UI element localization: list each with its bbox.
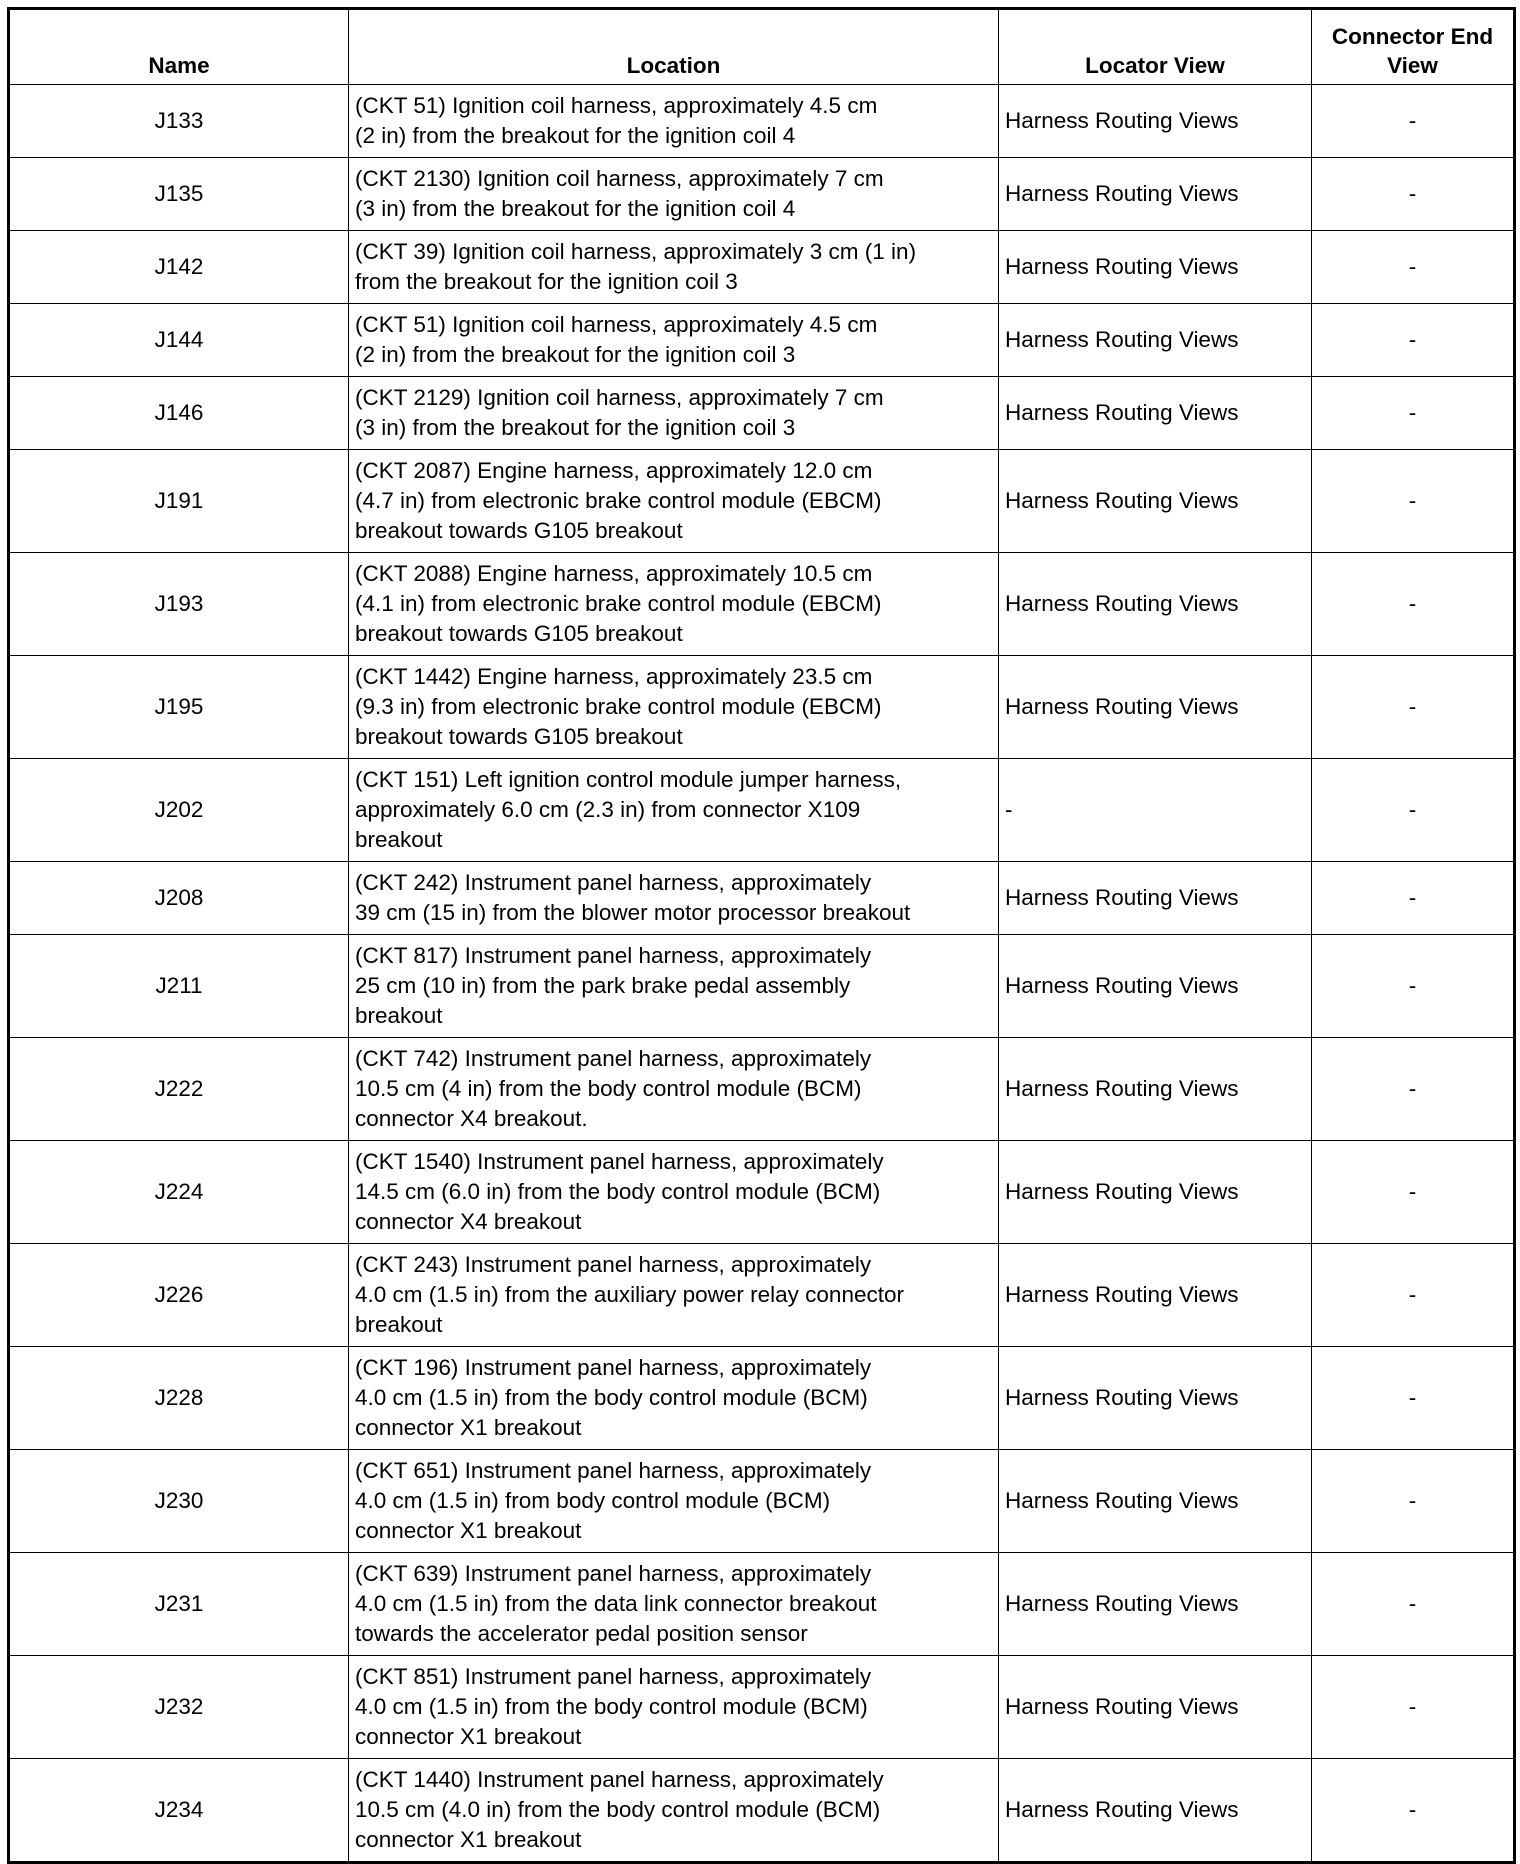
table-row (9, 377, 1515, 450)
cell-locator-view: Harness Routing Views (999, 1244, 1312, 1347)
location-line: (CKT 2087) Engine harness, approximately 12.0 cm (355, 458, 873, 483)
location-line: (CKT 639) Instrument panel harness, approximately (355, 1561, 872, 1586)
location-line: 4.0 cm (1.5 in) from the body control module (BCM) (355, 1385, 868, 1410)
cell-locator-view: Harness Routing Views (999, 1553, 1312, 1656)
splice-location-table (7, 7, 1516, 1864)
table-row (9, 1553, 1515, 1656)
table-row (9, 158, 1515, 231)
cell-name: J144 (9, 304, 349, 377)
location-line: (CKT 1540) Instrument panel harness, approximately (355, 1149, 884, 1174)
location-line: 4.0 cm (1.5 in) from the auxiliary power relay connector (355, 1282, 904, 1307)
cell-connector-end-view: - (1312, 158, 1515, 231)
cell-name: J226 (9, 1244, 349, 1347)
location-line: breakout towards G105 breakout (355, 621, 683, 646)
header-connector-end-view-line1: Connector End (1331, 24, 1494, 49)
cell-locator-view: Harness Routing Views (999, 304, 1312, 377)
location-line: 25 cm (10 in) from the park brake pedal assembly (355, 973, 851, 998)
table-row (9, 1656, 1515, 1759)
cell-name: J230 (9, 1450, 349, 1553)
location-line: (9.3 in) from electronic brake control module (EBCM) (355, 694, 882, 719)
cell-locator-view: Harness Routing Views (999, 85, 1312, 158)
location-line: (CKT 51) Ignition coil harness, approximately 4.5 cm (355, 312, 878, 337)
location-line: (CKT 243) Instrument panel harness, approximately (355, 1252, 872, 1277)
table-row (9, 304, 1515, 377)
location-line: 39 cm (15 in) from the blower motor processor breakout (355, 900, 911, 925)
cell-connector-end-view: - (1312, 1141, 1515, 1244)
cell-location (349, 1347, 999, 1450)
cell-connector-end-view: - (1312, 1038, 1515, 1141)
cell-location (349, 1759, 999, 1863)
location-line: (CKT 651) Instrument panel harness, approximately (355, 1458, 872, 1483)
table-row (9, 553, 1515, 656)
location-line: (CKT 151) Left ignition control module jumper harness, (355, 767, 902, 792)
table-row (9, 1759, 1515, 1863)
header-name: Name (9, 9, 349, 85)
table-header (9, 9, 1515, 85)
table-body (9, 85, 1515, 1863)
cell-location (349, 1450, 999, 1553)
cell-location (349, 1038, 999, 1141)
table-row (9, 1450, 1515, 1553)
cell-name: J142 (9, 231, 349, 304)
location-line: breakout (355, 827, 443, 852)
cell-name: J133 (9, 85, 349, 158)
cell-locator-view: Harness Routing Views (999, 935, 1312, 1038)
location-line: (2 in) from the breakout for the ignition coil 4 (355, 123, 796, 148)
location-line: 4.0 cm (1.5 in) from the data link connector breakout (355, 1591, 877, 1616)
cell-name: J202 (9, 759, 349, 862)
location-line: (CKT 2130) Ignition coil harness, approximately 7 cm (355, 166, 884, 191)
cell-name: J224 (9, 1141, 349, 1244)
cell-locator-view: Harness Routing Views (999, 1038, 1312, 1141)
location-line: (CKT 2129) Ignition coil harness, approximately 7 cm (355, 385, 884, 410)
location-line: breakout towards G105 breakout (355, 518, 683, 543)
cell-locator-view: Harness Routing Views (999, 450, 1312, 553)
location-line: 14.5 cm (6.0 in) from the body control module (BCM) (355, 1179, 881, 1204)
cell-connector-end-view: - (1312, 862, 1515, 935)
location-line: (CKT 2088) Engine harness, approximately 10.5 cm (355, 561, 873, 586)
cell-name: J208 (9, 862, 349, 935)
table-row (9, 1244, 1515, 1347)
cell-location (349, 656, 999, 759)
cell-location (349, 304, 999, 377)
location-line: connector X4 breakout. (355, 1106, 588, 1131)
header-row (9, 9, 1515, 85)
cell-locator-view: Harness Routing Views (999, 1347, 1312, 1450)
location-line: (CKT 196) Instrument panel harness, approximately (355, 1355, 872, 1380)
cell-locator-view: Harness Routing Views (999, 1656, 1312, 1759)
cell-connector-end-view: - (1312, 231, 1515, 304)
cell-connector-end-view: - (1312, 377, 1515, 450)
cell-location (349, 862, 999, 935)
location-line: (4.1 in) from electronic brake control module (EBCM) (355, 591, 882, 616)
header-location: Location (349, 9, 999, 85)
location-line: (CKT 851) Instrument panel harness, approximately (355, 1664, 872, 1689)
cell-location (349, 377, 999, 450)
location-line: connector X1 breakout (355, 1827, 582, 1852)
location-line: (CKT 51) Ignition coil harness, approximately 4.5 cm (355, 93, 878, 118)
cell-name: J228 (9, 1347, 349, 1450)
cell-location (349, 158, 999, 231)
cell-locator-view: Harness Routing Views (999, 656, 1312, 759)
cell-name: J222 (9, 1038, 349, 1141)
table-row (9, 1141, 1515, 1244)
cell-name: J232 (9, 1656, 349, 1759)
cell-connector-end-view: - (1312, 1450, 1515, 1553)
cell-connector-end-view: - (1312, 1347, 1515, 1450)
cell-locator-view: - (999, 759, 1312, 862)
table-row (9, 862, 1515, 935)
cell-connector-end-view: - (1312, 1553, 1515, 1656)
cell-locator-view: Harness Routing Views (999, 231, 1312, 304)
header-connector-end-view (1312, 9, 1515, 85)
cell-location (349, 935, 999, 1038)
cell-locator-view: Harness Routing Views (999, 158, 1312, 231)
location-line: connector X1 breakout (355, 1415, 582, 1440)
location-line: 4.0 cm (1.5 in) from the body control module (BCM) (355, 1694, 868, 1719)
location-line: (4.7 in) from electronic brake control module (EBCM) (355, 488, 882, 513)
location-line: 10.5 cm (4.0 in) from the body control module (BCM) (355, 1797, 881, 1822)
cell-connector-end-view: - (1312, 1244, 1515, 1347)
cell-name: J234 (9, 1759, 349, 1863)
cell-name: J191 (9, 450, 349, 553)
table-row (9, 450, 1515, 553)
cell-connector-end-view: - (1312, 1759, 1515, 1863)
location-line: connector X1 breakout (355, 1518, 582, 1543)
cell-locator-view: Harness Routing Views (999, 1141, 1312, 1244)
cell-connector-end-view: - (1312, 450, 1515, 553)
location-line: (CKT 817) Instrument panel harness, approximately (355, 943, 872, 968)
table-row (9, 759, 1515, 862)
cell-locator-view: Harness Routing Views (999, 553, 1312, 656)
cell-name: J231 (9, 1553, 349, 1656)
cell-connector-end-view: - (1312, 85, 1515, 158)
cell-name: J146 (9, 377, 349, 450)
cell-location (349, 1141, 999, 1244)
header-locator-view: Locator View (999, 9, 1312, 85)
cell-connector-end-view: - (1312, 304, 1515, 377)
location-line: (3 in) from the breakout for the ignition coil 3 (355, 415, 796, 440)
cell-connector-end-view: - (1312, 759, 1515, 862)
table-row (9, 656, 1515, 759)
cell-locator-view: Harness Routing Views (999, 377, 1312, 450)
location-line: breakout towards G105 breakout (355, 724, 683, 749)
cell-location (349, 450, 999, 553)
table-row (9, 85, 1515, 158)
table-row (9, 1347, 1515, 1450)
location-line: (CKT 1440) Instrument panel harness, approximately (355, 1767, 884, 1792)
cell-location (349, 1656, 999, 1759)
cell-connector-end-view: - (1312, 553, 1515, 656)
cell-locator-view: Harness Routing Views (999, 1450, 1312, 1553)
location-line: approximately 6.0 cm (2.3 in) from connector X109 (355, 797, 861, 822)
location-line: (CKT 39) Ignition coil harness, approximately 3 cm (1 in) (355, 239, 917, 264)
location-line: 4.0 cm (1.5 in) from body control module (BCM) (355, 1488, 831, 1513)
cell-connector-end-view: - (1312, 656, 1515, 759)
cell-locator-view: Harness Routing Views (999, 862, 1312, 935)
cell-location (349, 231, 999, 304)
location-line: 10.5 cm (4 in) from the body control module (BCM) (355, 1076, 862, 1101)
table-row (9, 231, 1515, 304)
cell-connector-end-view: - (1312, 935, 1515, 1038)
location-line: breakout (355, 1003, 443, 1028)
location-line: breakout (355, 1312, 443, 1337)
location-line: (2 in) from the breakout for the ignition coil 3 (355, 342, 796, 367)
cell-location (349, 1553, 999, 1656)
cell-locator-view: Harness Routing Views (999, 1759, 1312, 1863)
location-line: (CKT 242) Instrument panel harness, approximately (355, 870, 872, 895)
table-row (9, 1038, 1515, 1141)
cell-name: J193 (9, 553, 349, 656)
cell-location (349, 1244, 999, 1347)
location-line: towards the accelerator pedal position sensor (355, 1621, 808, 1646)
location-line: (CKT 742) Instrument panel harness, approximately (355, 1046, 872, 1071)
cell-location (349, 553, 999, 656)
cell-name: J211 (9, 935, 349, 1038)
header-connector-end-view-line2: View (1387, 53, 1438, 78)
location-line: (CKT 1442) Engine harness, approximately 23.5 cm (355, 664, 873, 689)
table-row (9, 935, 1515, 1038)
location-line: connector X4 breakout (355, 1209, 582, 1234)
cell-name: J195 (9, 656, 349, 759)
cell-connector-end-view: - (1312, 1656, 1515, 1759)
location-line: from the breakout for the ignition coil 3 (355, 269, 738, 294)
location-line: (3 in) from the breakout for the ignition coil 4 (355, 196, 796, 221)
cell-location (349, 759, 999, 862)
cell-name: J135 (9, 158, 349, 231)
cell-location (349, 85, 999, 158)
location-line: connector X1 breakout (355, 1724, 582, 1749)
